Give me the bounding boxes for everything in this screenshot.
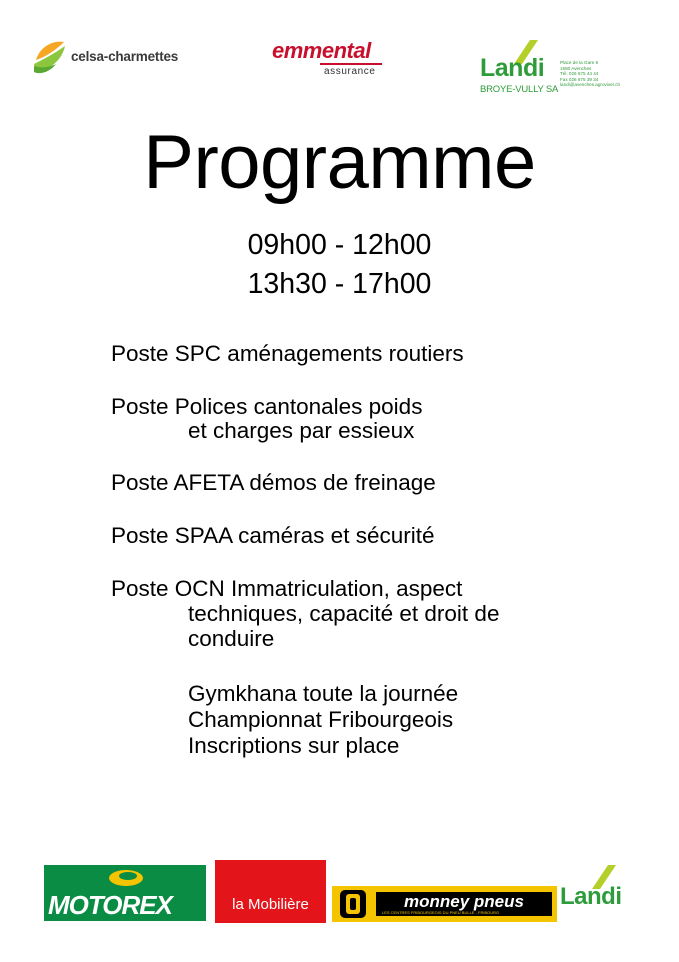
emmental-logo-text: emmental [272,38,371,63]
time-slot-afternoon: 13h30 - 17h00 [247,268,432,300]
monney-logo-band [376,892,552,916]
program-item-gymkhana: Gymkhana toute la journée [188,681,459,706]
la-mobiliere-logo [215,860,326,923]
landi-logo-bottom [560,865,640,923]
tyre-icon [338,889,368,919]
landi-logo-text: Landi [480,54,545,82]
program-item-polices: Poste Polices cantonales poids [111,394,423,419]
program-item-spc: Poste SPC aménagements routiers [111,341,464,366]
emmental-logo-subtext: assurance [324,66,376,77]
celsa-leaf-icon [32,38,66,76]
celsa-charmettes-logo [32,38,202,78]
landi-bottom-logo-text: Landi [560,883,622,910]
page-title: Programme [143,120,536,205]
motorex-logo [44,865,206,921]
time-slot-morning: 09h00 - 12h00 [247,229,432,261]
motorex-logo-text: MOTOREX [48,890,172,920]
monney-pneus-logo [332,886,557,922]
emmental-logo-rule [320,63,382,65]
program-item-inscriptions: Inscriptions sur place [188,733,400,758]
landi-address: Place de la Gare 9 1580 Avenches Tél. 026 675 44 44 Fax 026 675 39 34 landi@avenches.agroviver.ch [560,60,621,88]
mobiliere-logo-text: la Mobilière [232,896,309,913]
program-item-ocn-cont-2: conduire [188,626,275,651]
celsa-logo-text: celsa-charmettes [71,49,179,64]
motorex-swirl-icon [106,867,146,889]
program-item-polices-cont: et charges par essieux [188,418,415,443]
monney-logo-text: monney pneus [404,892,524,911]
emmental-assurance-logo [272,38,390,84]
program-item-afeta: Poste AFETA démos de freinage [111,470,436,495]
landi-logo-subtext: BROYE-VULLY SA [480,84,559,95]
monney-logo-subtext: LES CENTRES FRIBOURGEOIS DU PNEU BULLE - FRIBOURG [382,910,500,915]
program-item-championnat: Championnat Fribourgeois [188,707,454,732]
program-item-ocn: Poste OCN Immatriculation, aspect [111,576,463,601]
landi-broye-vully-logo [478,40,628,98]
program-item-ocn-cont-1: techniques, capacité et droit de [188,601,500,626]
program-item-spaa: Poste SPAA caméras et sécurité [111,523,435,548]
